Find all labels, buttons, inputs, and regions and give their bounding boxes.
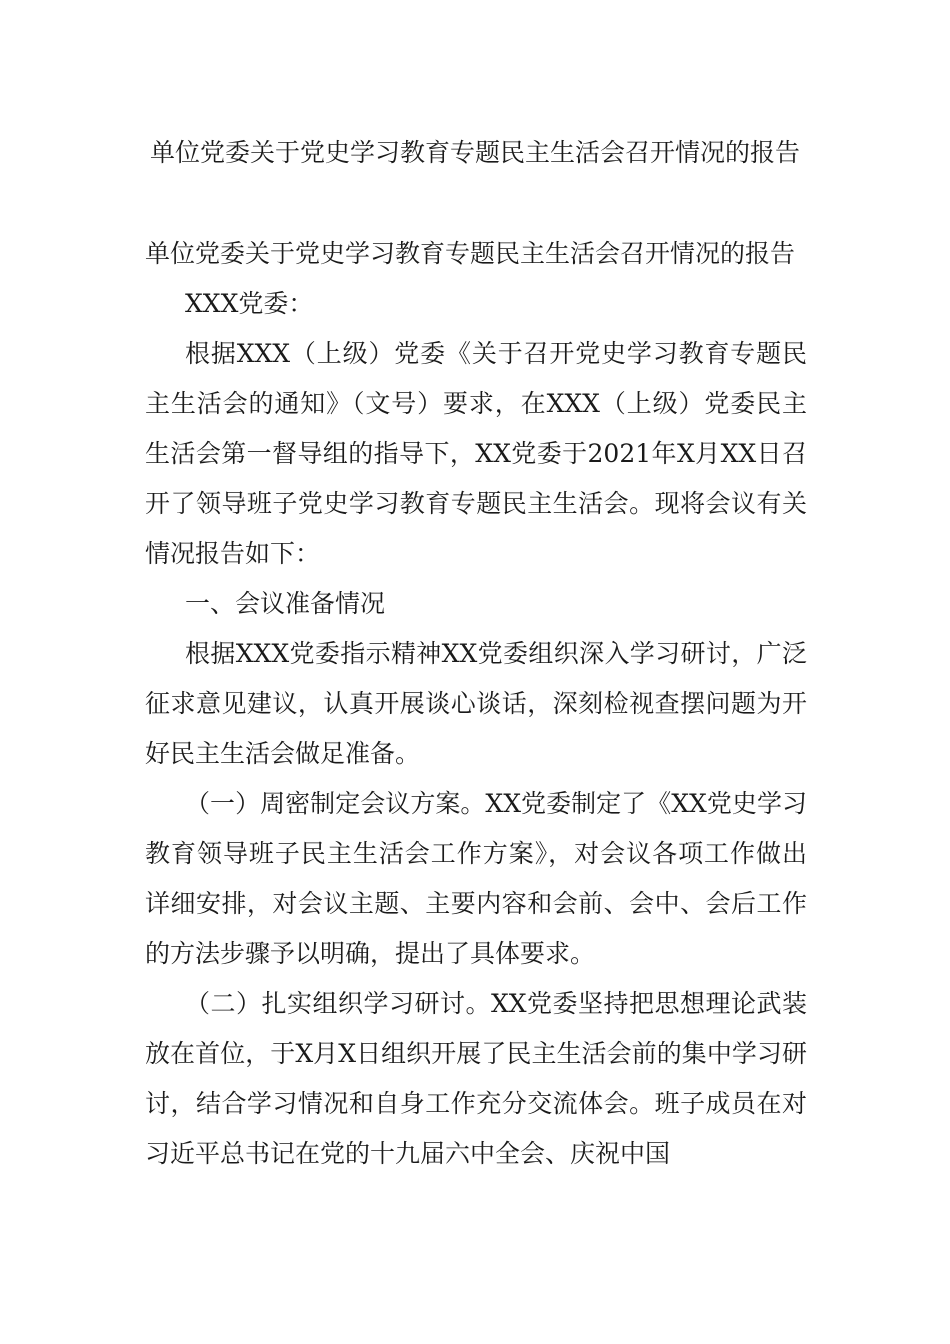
paragraph-intro: 根据XXX（上级）党委《关于召开党史学习教育专题民主生活会的通知》（文号）要求，在XXX（上级）党委民主生活会第一督导组的指导下，XX党委于2021年X月XX日召开了领导班子党史学习教育专题民主生活会。现将会议有关情况报告如下： bbox=[145, 339, 807, 568]
paragraph-preparation: 根据XXX党委指示精神XX党委组织深入学习研讨，广泛征求意见建议，认真开展谈心谈话，深刻检视查摆问题为开好民主生活会做足准备。 bbox=[145, 639, 807, 768]
document-subtitle: 单位党委关于党史学习教育专题民主生活会召开情况的报告 bbox=[145, 239, 796, 268]
document-title: 单位党委关于党史学习教育专题民主生活会召开情况的报告 bbox=[149, 138, 800, 167]
salutation: XXX党委： bbox=[185, 289, 314, 318]
paragraph-study: （二）扎实组织学习研讨。XX党委坚持把思想理论武装放在首位，于X月X日组织开展了民主生活会前的集中学习研讨，结合学习情况和自身工作充分交流体会。班子成员在对习近平总书记在党的十九届六中全会、庆祝中国 bbox=[145, 989, 807, 1168]
paragraph-plan: （一）周密制定会议方案。XX党委制定了《XX党史学习教育领导班子民主生活会工作方案》，对会议各项工作做出详细安排，对会议主题、主要内容和会前、会中、会后工作的方法步骤予以明确，提出了具体要求。 bbox=[145, 789, 807, 968]
document-body bbox=[145, 229, 807, 1179]
section-heading-1: 一、会议准备情况 bbox=[185, 589, 386, 618]
